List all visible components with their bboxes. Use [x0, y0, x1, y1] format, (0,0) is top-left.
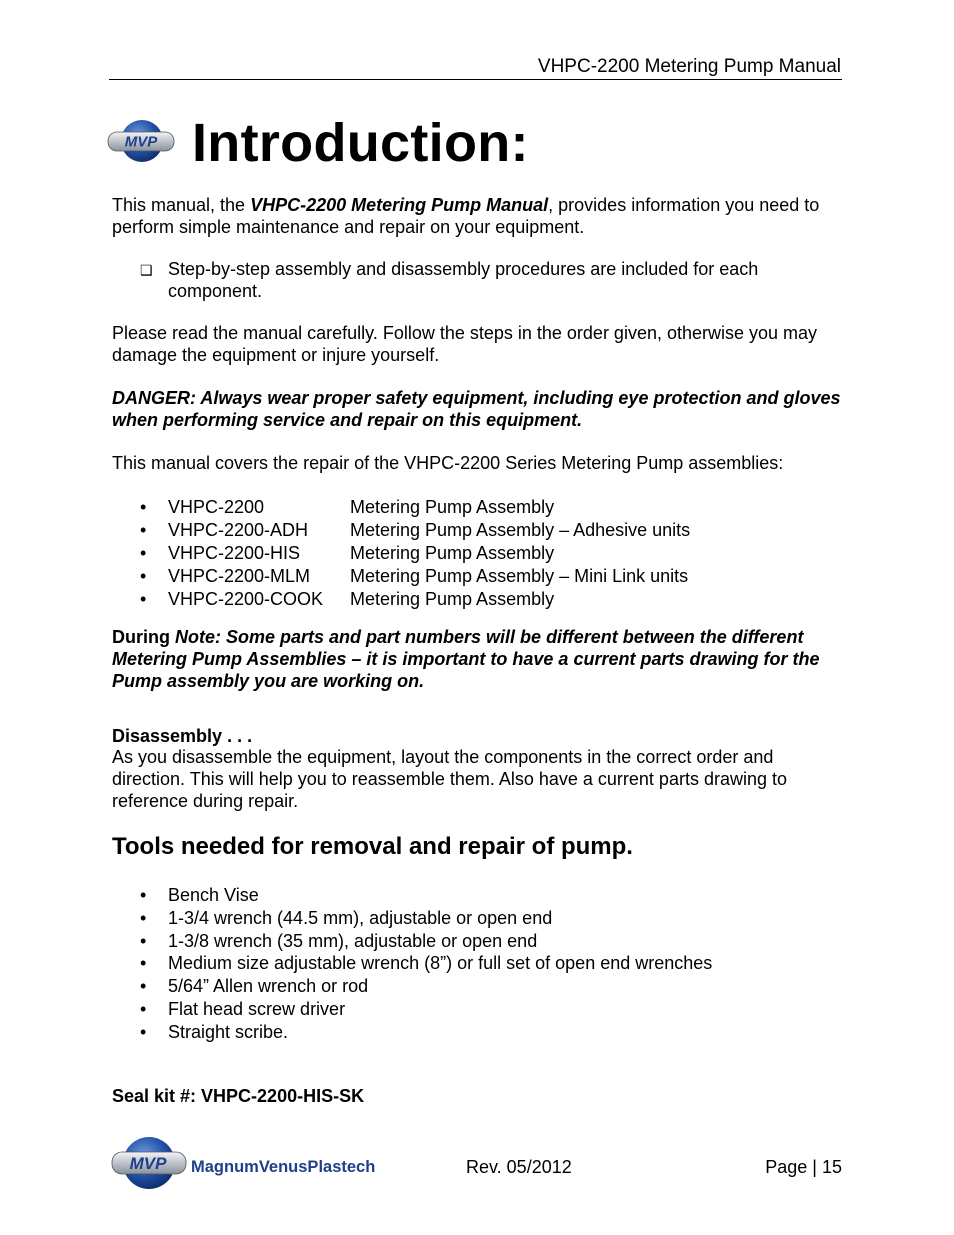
model-description: Metering Pump Assembly – Adhesive units — [350, 520, 691, 540]
bullet-icon: • — [140, 907, 147, 928]
bullet-icon: • — [140, 976, 147, 997]
model-number: VHPC-2200 — [168, 497, 265, 517]
page-number: Page | 15 — [765, 1157, 842, 1177]
note-lead: During — [112, 627, 175, 647]
model-number: VHPC-2200-ADH — [168, 520, 309, 540]
bullet-icon: • — [140, 885, 147, 905]
bullet-icon: • — [140, 520, 147, 540]
tool-label: 5/64” Allen wrench or rod — [168, 976, 369, 997]
header-rule — [109, 79, 842, 80]
tools-heading: Tools needed for removal and repair of pump. — [112, 833, 633, 860]
footer-logo-text: MVP — [129, 1154, 167, 1173]
model-row — [140, 519, 840, 542]
logo-text: MVP — [124, 133, 158, 151]
bullet-icon: • — [140, 589, 147, 609]
tool-label: Straight scribe. — [168, 1021, 289, 1042]
tool-item — [140, 975, 840, 998]
note-text: Note: Some parts and part numbers will be different between the different Metering Pump Assemblies – it is important to have a current parts drawing for the Pump assembly you are working on. — [112, 627, 820, 691]
model-description: Metering Pump Assembly — [350, 589, 555, 609]
tool-item — [140, 998, 840, 1021]
tool-item — [140, 930, 840, 953]
mvp-logo-icon — [106, 118, 176, 164]
tool-item — [140, 952, 840, 975]
tool-item — [140, 1021, 840, 1044]
tool-label: Flat head screw driver — [168, 999, 346, 1019]
bullet-icon: • — [140, 953, 147, 974]
note-paragraph — [112, 626, 842, 692]
model-description: Metering Pump Assembly – Mini Link units — [350, 566, 689, 586]
tool-item — [140, 884, 840, 907]
header-title: VHPC-2200 Metering Pump Manual — [537, 56, 841, 77]
company-name: MagnumVenusPlastech — [191, 1158, 376, 1176]
page-title: Introduction: — [192, 113, 529, 173]
tool-label: 1-3/4 wrench (44.5 mm), adjustable or open end — [168, 907, 553, 928]
bullet-icon: • — [140, 930, 147, 951]
model-number: VHPC-2200-COOK — [168, 589, 324, 609]
disassembly-text: As you disassemble the equipment, layout the components in the correct order and direction. This will help you to reassemble them. Also have a current parts drawing to reference during repair. — [112, 747, 787, 811]
seal-kit: Seal kit #: VHPC-2200-HIS-SK — [112, 1086, 365, 1106]
company-logo-icon — [109, 1134, 394, 1192]
checkbox-note: Step-by-step assembly and disassembly procedures are included for each component. — [168, 259, 759, 301]
model-row — [140, 565, 840, 588]
disassembly-heading: Disassembly . . . — [112, 726, 253, 746]
danger-warning: DANGER: Always wear proper safety equipment, including eye protection and gloves when performing service and repair on this equipment. — [112, 388, 841, 430]
tool-label: Bench Vise — [168, 885, 259, 905]
bullet-icon: • — [140, 566, 147, 586]
covers-paragraph: This manual covers the repair of the VHPC-2200 Series Metering Pump assemblies: — [112, 453, 784, 473]
revision-date: Rev. 05/2012 — [466, 1157, 572, 1177]
manual-name: VHPC-2200 Metering Pump Manual — [250, 195, 549, 215]
model-row — [140, 542, 840, 565]
bullet-icon: • — [140, 999, 147, 1019]
model-description: Metering Pump Assembly — [350, 543, 555, 563]
intro-paragraph — [112, 194, 842, 238]
model-number: VHPC-2200-HIS — [168, 543, 301, 563]
bullet-icon: • — [140, 497, 147, 517]
model-row — [140, 588, 840, 611]
bullet-icon: • — [140, 1021, 147, 1042]
model-number: VHPC-2200-MLM — [168, 566, 311, 586]
intro-pre: This manual, the — [112, 195, 251, 215]
model-description: Metering Pump Assembly — [350, 497, 555, 517]
checkbox-icon: ❑ — [140, 262, 153, 278]
model-row — [140, 496, 840, 519]
tool-item — [140, 907, 840, 930]
tool-label: 1-3/8 wrench (35 mm), adjustable or open end — [168, 930, 538, 951]
tool-label: Medium size adjustable wrench (8”) or full set of open end wrenches — [168, 953, 713, 974]
bullet-icon: • — [140, 543, 147, 563]
intro-post: , provides information you need to perform simple maintenance and repair on your equipment. — [112, 195, 820, 237]
read-carefully-paragraph: Please read the manual carefully. Follow the steps in the order given, otherwise you may damage the equipment or injure yourself. — [112, 323, 818, 365]
